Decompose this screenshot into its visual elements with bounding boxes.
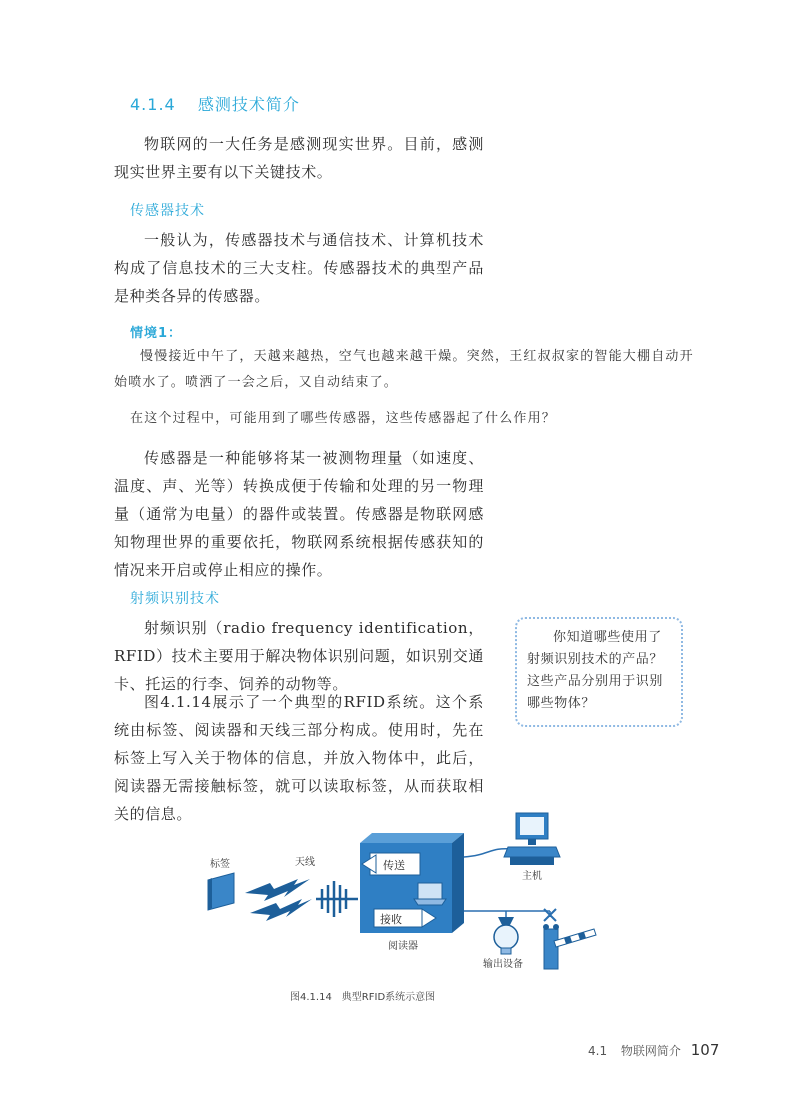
scene-text: 慢慢接近中午了，天越来越热，空气也越来越干燥。突然，王红叔叔家的智能大棚自动开始喷水了。喷洒了一会之后，又自动结束了。 [114,349,694,390]
intro-paragraph: 物联网的一大任务是感测现实世界。目前，感测现实世界主要有以下关键技术。 [114,135,484,181]
rfid-diagram [190,805,600,980]
host-computer-icon [504,813,560,865]
section-heading [130,92,300,115]
rfid-subtitle: 射频识别技术 [130,591,220,607]
tag-icon [208,873,234,910]
section-title: 感测技术简介 [197,95,300,114]
receive-label: 接收 [380,913,402,926]
light-bulb-icon [494,917,518,954]
reader-label: 阅读器 [388,941,418,952]
scene-label: 情境1： [130,326,183,341]
footer-section: 4.1 [588,1044,608,1058]
rfid-paragraph-1: 射频识别（radio frequency identification，RFID）技术主要用于解决物体识别问题，如识别交通卡、托运的行李、饲养的动物等。 [114,619,484,693]
figure-caption: 图4.1.14 典型RFID系统示意图 [290,992,436,1003]
scene-question: 在这个过程中，可能用到了哪些传感器，这些传感器起了什么作用？ [130,411,557,426]
antenna-label: 天线 [295,857,315,868]
page-footer [588,1041,719,1059]
sensor-paragraph-1: 一般认为，传感器技术与通信技术、计算机技术构成了信息技术的三大支柱。传感器技术的典型产品是种类各异的传感器。 [114,231,484,305]
tag-label: 标签 [210,859,230,870]
barrier-gate-icon [543,909,596,969]
radio-waves-icon [245,879,312,921]
page-number: 107 [690,1041,720,1059]
antenna-icon [316,881,358,917]
think-sidebox [515,617,683,727]
sensor-paragraph-2: 传感器是一种能够将某一被测物理量（如速度、温度、声、光等）转换成便于传输和处理的另一物理量（通常为电量）的器件或装置。传感器是物联网感知物理世界的重要依托，物联网系统根据传感获知的情况来开启或停止相应的操作。 [114,449,484,579]
sensor-subtitle: 传感器技术 [130,203,205,219]
host-label: 主机 [522,871,542,882]
sidebox-text: 你知道哪些使用了射频识别技术的产品？这些产品分别用于识别哪些物体？ [527,630,664,711]
reader-box [360,833,464,933]
output-label: 输出设备 [483,959,523,970]
rfid-paragraph-2: 图4.1.14展示了一个典型的RFID系统。这个系统由标签、阅读器和天线三部分构成。使用时，先在标签上写入关于物体的信息，并放入物体中，此后，阅读器无需接触标签，就可以读取标签，从而获取相关的信息。 [114,693,484,823]
send-label: 传送 [383,859,405,872]
footer-title: 物联网简介 [620,1044,681,1058]
section-number: 4.1.4 [130,95,176,114]
